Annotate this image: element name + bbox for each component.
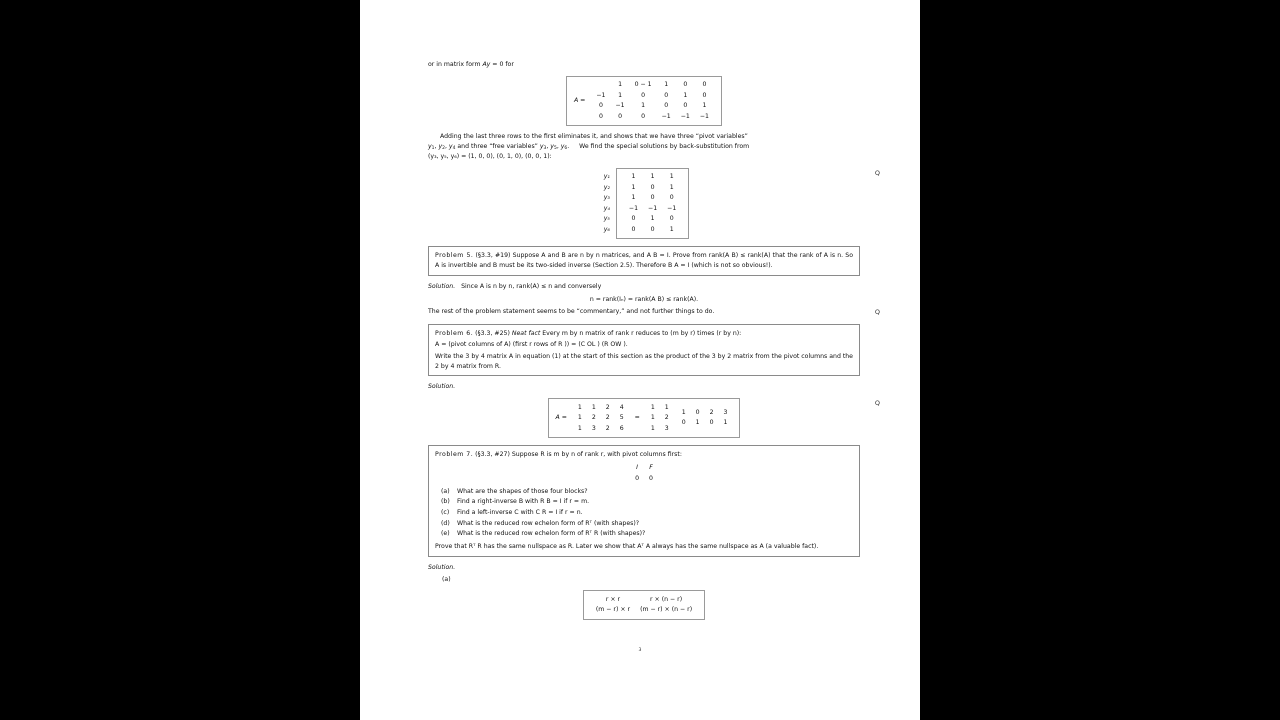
matrix-cell: 1 — [669, 173, 674, 181]
problem-7-box — [428, 445, 860, 557]
problem-5-text: Suppose A and B are n by n matrices, and A B = I. Prove from rank(A B) ≤ rank(A) that the rank of A is n. So A is invertible and B must be its two-sided inverse (Section 2.5). Therefore B A = I (which is not so obvious!). — [435, 252, 854, 269]
table-row — [599, 225, 613, 236]
list-item — [441, 487, 853, 497]
matrix-cell: 1 — [683, 91, 688, 99]
matrix-cell: 2 — [605, 424, 610, 432]
table-row — [599, 193, 613, 204]
problem-6-text1: Every m by n matrix of rank r reduces to (m by r) times (r by n): — [542, 330, 742, 338]
matrix-cell: 1 — [681, 408, 686, 416]
problem-7-title: Problem 7. — [435, 450, 474, 458]
matrix-cell: 0 — [683, 102, 688, 110]
matrix-cell: (m − r) × r — [595, 606, 631, 614]
list-item — [441, 529, 853, 539]
matrix-cell: 1 — [695, 419, 700, 427]
table-row — [624, 214, 681, 225]
problem-7-block-matrix — [435, 463, 853, 484]
shapes-matrix-display — [428, 590, 860, 619]
matrix-cell: 1 — [577, 403, 582, 411]
matrix-cell: 0 — [669, 194, 674, 202]
problem-5-solution-text: Since A is n by n, rank(A) ≤ n and conversely — [461, 282, 602, 290]
part-label: (e) — [441, 530, 450, 538]
matrix-cell: 2 — [591, 414, 596, 422]
paragraph-adding-line2: We find the special solutions by back-substitution from — [579, 142, 750, 150]
matrix-cell: 1 — [702, 102, 707, 110]
row-label: y₄ — [603, 204, 610, 212]
list-item — [441, 508, 853, 518]
matrix-cell: 0 — [683, 81, 688, 89]
problem-6-box — [428, 324, 860, 376]
table-row — [624, 193, 681, 204]
list-item — [441, 519, 853, 529]
table-row — [624, 182, 681, 193]
problem-5-commentary — [428, 307, 880, 317]
table-row — [646, 423, 674, 434]
paragraph-adding-line1: Adding the last three rows to the first eliminates it, and shows that we have three “pivot variables” — [440, 133, 748, 141]
matrix-cell: 1 — [669, 226, 674, 233]
block-matrix-table — [630, 463, 658, 484]
problem-6-statement — [435, 329, 853, 339]
matrix-cell: 0 — [649, 474, 653, 482]
problem-6-equation: A = (pivot columns of A) (first r rows of R )) = (C OL ) (R OW ). — [435, 341, 628, 349]
matrix-cell: 1 — [577, 414, 582, 422]
table-row — [677, 418, 733, 429]
problem-5-equation: n = rank(Iₙ) = rank(A B) ≤ rank(A). — [589, 295, 699, 303]
table-row — [591, 101, 714, 112]
matrix-cell: 3 — [664, 424, 669, 432]
matrix-cell: 0 — [650, 194, 655, 202]
matrix-cell: 1 — [577, 424, 582, 432]
table-row — [573, 413, 629, 424]
matrix-cell: −1 — [667, 204, 677, 212]
matrix-cell: 2 — [664, 414, 669, 422]
row-label: y₃ — [603, 194, 610, 202]
matrix-cell: 1 — [650, 424, 655, 432]
matrix-cell: 1 — [650, 173, 655, 181]
problem-5-commentary-text: The rest of the problem statement seems to be “commentary,” and not further things to do. — [428, 308, 715, 316]
matrix-COL-3x2 — [646, 402, 674, 434]
problem-5-reference: (§3.3, #19) — [475, 252, 511, 260]
problem-7-reference: (§3.3, #27) — [475, 450, 510, 458]
matrix-cell: 0 — [618, 112, 623, 120]
problem-6-factorization-display — [428, 398, 880, 438]
shapes-matrix-box — [583, 590, 705, 619]
page-content — [428, 60, 880, 626]
matrix-cell: −1 — [661, 112, 671, 120]
part-text: Find a left-inverse C with C R = I if r = n. — [457, 509, 583, 517]
problem-6-reference: (§3.3, #25) — [475, 330, 510, 338]
matrix-cell: 3 — [723, 408, 728, 416]
qed-symbol: Q — [874, 308, 880, 317]
matrix-A-3x4 — [573, 402, 629, 434]
row-label: y₆ — [603, 226, 610, 233]
matrix-cell: 0 — [598, 102, 603, 110]
matrix-cell: 1 — [631, 194, 636, 202]
matrix-cell: 2 — [605, 403, 610, 411]
matrix-cell: 0 — [631, 226, 636, 233]
table-row — [630, 463, 658, 474]
matrix-cell: 0 — [641, 112, 646, 120]
part-text: What is the reduced row echelon form of Rᵀ R (with shapes)? — [457, 530, 646, 538]
matrix-cell: 1 — [618, 81, 623, 89]
table-row — [573, 423, 629, 434]
paragraph-adding-line3: (y₃, y₅, y₆) = (1, 0, 0), (0, 1, 0), (0, 0, 1): — [428, 152, 552, 160]
part-text: Find a right-inverse B with R B = I if r = m. — [457, 498, 590, 506]
problem-7-solution-label — [428, 563, 860, 573]
table-row — [573, 402, 629, 413]
matrix-cell: 1 — [618, 91, 623, 99]
row-label: y₅ — [603, 215, 610, 223]
problem-5-solution-line1 — [428, 282, 860, 292]
matrix-A-box — [566, 76, 722, 126]
matrix-cell: r × (n − r) — [650, 595, 683, 603]
part-label: (a) — [441, 487, 450, 495]
matrix-cell: 0 — [641, 91, 646, 99]
special-solutions-box — [616, 168, 689, 239]
matrix-ROW-2x4 — [677, 407, 733, 428]
matrix-cell: 0 — [669, 215, 674, 223]
matrix-cell: −1 — [615, 102, 625, 110]
problem-7-part-a-label: (a) — [442, 575, 451, 583]
special-solutions-table — [624, 172, 681, 235]
problem-5-statement — [435, 251, 853, 271]
matrix-cell: −1 — [699, 112, 709, 120]
matrix-cell: 1 — [631, 173, 636, 181]
matrix-cell: (m − r) × (n − r) — [640, 606, 693, 614]
matrix-cell: 1 — [650, 215, 655, 223]
matrix-cell: 1 — [664, 403, 669, 411]
matrix-cell: 2 — [605, 414, 610, 422]
part-label: (c) — [441, 509, 450, 517]
part-label: (b) — [441, 498, 450, 506]
matrix-cell: 0 — [635, 474, 639, 482]
qed-symbol: Q — [874, 399, 880, 408]
table-row — [646, 413, 674, 424]
page-number: 3 — [638, 648, 642, 653]
matrix-cell: 0 — [650, 226, 655, 233]
matrix-cell: 0 — [664, 102, 669, 110]
matrix-cell: 0 − 1 — [634, 81, 652, 89]
matrix-cell: 1 — [650, 414, 655, 422]
table-row — [591, 90, 714, 101]
matrix-cell: F — [649, 464, 653, 472]
matrix-cell: 3 — [591, 424, 596, 432]
matrix-cell: 1 — [650, 403, 655, 411]
factorization-label: A = — [555, 414, 567, 422]
table-row — [591, 594, 697, 605]
matrix-cell: −1 — [596, 91, 606, 99]
matrix-cell: −1 — [628, 204, 639, 212]
solution-label: Solution. — [428, 563, 456, 571]
matrix-A-display — [428, 76, 860, 126]
problem-6-neatfact: Neat fact — [511, 330, 541, 338]
table-row — [624, 172, 681, 183]
table-row — [630, 473, 658, 484]
part-text: What is the reduced row echelon form of Rᵀ (with shapes)? — [457, 519, 640, 527]
intro-line: or in matrix form Ay = 0 for — [428, 61, 514, 68]
table-row — [591, 605, 697, 616]
matrix-cell: 1 — [723, 419, 728, 427]
matrix-A-label: A = — [573, 97, 586, 105]
matrix-cell: −1 — [680, 112, 690, 120]
matrix-cell: 4 — [619, 403, 624, 411]
matrix-cell: 0 — [681, 419, 686, 427]
table-row — [599, 172, 613, 183]
row-label: y₁ — [603, 173, 610, 181]
problem-6-title: Problem 6. — [435, 330, 474, 338]
document-page — [360, 0, 920, 720]
matrix-cell: 2 — [709, 408, 714, 416]
matrix-cell: 0 — [650, 183, 655, 191]
matrix-cell: 0 — [702, 91, 707, 99]
matrix-cell: 0 — [695, 408, 700, 416]
list-item — [441, 497, 853, 507]
problem-7-statement — [435, 450, 853, 460]
matrix-cell: r × r — [605, 595, 621, 603]
table-row — [646, 402, 674, 413]
solution-label: Solution. — [428, 282, 456, 290]
row-label: y₂ — [603, 183, 610, 191]
matrix-cell: 0 — [702, 81, 707, 89]
matrix-A-table — [591, 80, 714, 122]
matrix-cell: 1 — [641, 102, 646, 110]
problem-5-box — [428, 246, 860, 276]
part-text: What are the shapes of those four blocks? — [457, 487, 588, 495]
special-solutions-row-labels — [599, 172, 613, 235]
matrix-cell: 0 — [598, 112, 603, 120]
matrix-cell: I — [636, 464, 638, 472]
table-row — [677, 407, 733, 418]
special-solutions-display — [428, 168, 880, 239]
table-row — [599, 203, 613, 214]
matrix-cell: 0 — [664, 91, 669, 99]
table-row — [599, 214, 613, 225]
matrix-cell: 0 — [709, 419, 714, 427]
table-row — [624, 203, 681, 214]
paragraph-adding: Adding the last three rows to the first eliminates it, and shows that we have three “pivot variables” $y_1$, $y_2$, $y_4$ and three “free variables” $y_3$, $y_5$, $y_6$. We find the special solutions by back-substitution from (y₃, y₅, y₆) = (1, 0, 0), (0, 1, 0), (0, 0, 1): — [428, 133, 750, 160]
matrix-cell: 5 — [619, 414, 624, 422]
equals-sign: = — [634, 414, 640, 422]
table-row — [599, 182, 613, 193]
solution-label: Solution. — [428, 383, 456, 391]
problem-7-closing: Prove that Rᵀ R has the same nullspace as R. Later we show that Aᵀ A always has the same nullspace as A (a valuable fact). — [435, 543, 819, 551]
problem-7-parts-list — [435, 487, 853, 539]
table-row — [591, 80, 714, 91]
qed-symbol: Q — [874, 168, 880, 177]
matrix-cell: 1 — [631, 183, 636, 191]
table-row — [591, 112, 714, 123]
matrix-cell: 0 — [631, 215, 636, 223]
table-row — [624, 225, 681, 236]
problem-7-text: Suppose R is m by n of rank r, with pivot columns first: — [511, 450, 682, 458]
problem-6-text2: Write the 3 by 4 matrix A in equation (1) at the start of this section as the product of the 3 by 2 matrix from the pivot columns and the 2 by 4 matrix from R. — [435, 352, 853, 370]
problem-6-solution-label — [428, 382, 860, 392]
matrix-cell: 1 — [591, 403, 596, 411]
shapes-matrix-table — [591, 594, 697, 615]
matrix-cell: 6 — [619, 424, 624, 432]
matrix-cell: −1 — [648, 204, 658, 212]
problem-6-factorization-box — [548, 398, 741, 438]
part-label: (d) — [441, 519, 450, 527]
problem-5-title: Problem 5. — [435, 252, 474, 260]
matrix-cell: 1 — [669, 183, 674, 191]
matrix-cell: 1 — [664, 81, 669, 89]
